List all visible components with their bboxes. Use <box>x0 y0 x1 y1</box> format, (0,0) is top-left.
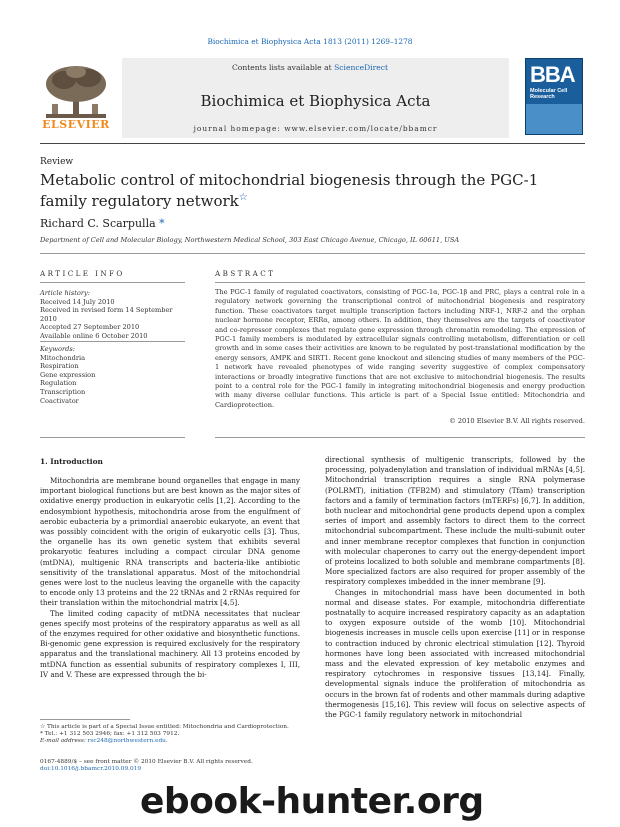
journal-homepage[interactable]: journal homepage: www.elsevier.com/locate/bbamcr <box>193 124 438 133</box>
footnote-rule <box>40 719 130 720</box>
title-footnote-mark[interactable]: ☆ <box>238 192 248 203</box>
author-footnote-mark[interactable]: * <box>159 217 165 230</box>
front-matter <box>40 759 440 773</box>
elsevier-wordmark: ELSEVIER <box>42 118 110 131</box>
email-label: E-mail address: <box>40 738 88 745</box>
keyword-item: Mitochondria <box>40 353 86 362</box>
journal-cover-image <box>525 58 583 135</box>
header-rule <box>40 143 585 144</box>
email-tail: . <box>165 738 168 745</box>
paragraph: Changes in mitochondrial mass have been documented in both normal and disease states. For example, mitochondria differentiate postnatally to acquire increased respiratory capacity as an adaptation to oxygen exposure outside of the womb [10]. Mitochondrial biogenesis increases in muscle cells upon exercise [11] or in response to contraction induced by chronic electrical stimulation [12]. Thyroid hormones have long been associated with increased mitochondrial mass and the elevated expression of key metabolic enzymes and respiratory cytochromes in responsive tissues [13,14]. Finally, developmental signals induce the proliferation of mitochondria as occurs in the brown fat of rodents and other mammals during adaptive thermogenesis [15,16]. This review will focus on selective aspects of the PGC-1 family regulatory network in mitochondrial <box>325 587 585 720</box>
article-info-rule <box>40 282 185 283</box>
history-item: Accepted 27 September 2010 <box>40 323 140 332</box>
keyword-item: Transcription <box>40 387 86 396</box>
footnote: ☆ This article is part of a Special Issue entitled: Mitochondria and Cardioprotection. <box>40 724 289 730</box>
journal-citation[interactable]: Biochimica et Biophysica Acta 1813 (2011) 1269–1278 <box>207 37 413 46</box>
history-item: Received in revised form 14 September 2010 <box>40 306 173 323</box>
keyword-item: Gene expression <box>40 370 96 379</box>
elsevier-tree-logo-icon <box>40 64 112 120</box>
issn-line: 0167-4889/$ – see front matter © 2010 Elsevier B.V. All rights reserved. <box>40 759 253 765</box>
history-item: Received 14 July 2010 <box>40 297 115 306</box>
history-item: Available online 6 October 2010 <box>40 331 148 340</box>
keywords <box>40 345 185 405</box>
journal-name: Biochimica et Biophysica Acta <box>200 92 431 110</box>
abstract-heading: ABSTRACT <box>215 269 276 278</box>
affiliation: Department of Cell and Molecular Biology, Northwestern Medical School, 303 East Chicago Avenue, Chicago, IL 60611, USA <box>40 236 460 244</box>
abstract-rule <box>215 282 585 283</box>
paragraph: Mitochondria are membrane bound organelles that engage in many important biological functions but are best known as the major sites of oxidative energy production in eukaryotic cells [1,2]. According to the endosymbiont hypothesis, mitochondria arose from the engulfment of aerobic eubacteria by a primordial anaerobic eukaryote, an event that was possibly coincident with the origin of eukaryotic cells [3]. Thus, the organelle has its own genetic system that exhibits several prokaryotic features including a compact circular DNA genome (mtDNA), multigenic RNA transcripts and bacteria-like antibiotic sensitivity of the translational apparatus. Most of the mitochondrial genes were lost to the nucleus leaving the organelle with the capacity to encode only 13 proteins and the 22 tRNAs and 2 rRNAs required for their translation within the mitochondrial matrix [4,5]. <box>40 476 300 608</box>
author-name: Richard C. Scarpulla <box>40 217 156 230</box>
history-label: Article history: <box>40 289 90 297</box>
footnote: * Tel.: +1 312 503 2946; fax: +1 312 503 7912. <box>40 731 180 738</box>
author-line <box>40 217 165 230</box>
abstract-text: The PGC-1 family of regulated coactivators, consisting of PGC-1α, PGC-1β and PRC, plays a central role in a regulatory network governing the transcriptional control of mitochondrial biogenesis and respiratory function. These coactivators target multiple transcription factors including NRF-1, NRF-2 and the orphan nuclear hormone receptor, ERRα, among others. In addition, they themselves are the targets of coactivator and co-repressor complexes that regulate gene expression through chromatin remodeling. The expression of PGC-1 family members is modulated by extracellular signals controlling metabolism, differentiation or cell growth and in some cases their activities are known to be regulated by post-translational modification by the energy sensors, AMPK and SIRT1. Recent gene knockout and silencing studies of many members of the PGC-1 network have revealed phenotypes of wide ranging severity suggestive of complex compensatory interactions or broadly integrative functions that are not exclusive to mitochondrial biogenesis. The results point to a central role for the PGC-1 family in integrating mitochondrial biogenesis and energy production with many diverse cellular functions. This article is part of a Special Issue entitled: Mitochondria and Cardioprotection. <box>215 288 585 409</box>
paragraph: The limited coding capacity of mtDNA necessitates that nuclear genes specify most proteins of the respiratory apparatus as well as all of the enzymes required for other oxidative and biosynthetic functions. Bi-genomic gene expression is required exclusively for the respiratory apparatus and the translational machinery. All 13 proteins encoded by mtDNA function as essential subunits of respiratory complexes I, III, IV and V. These are expressed through the bi- <box>40 608 300 679</box>
keyword-item: Regulation <box>40 379 77 388</box>
body-left-column <box>40 476 300 680</box>
cover-subtitle: Molecular Cell Research <box>530 88 568 100</box>
keywords-label: Keywords: <box>40 345 75 353</box>
body-right-column <box>325 455 585 720</box>
affiliation-rule <box>40 253 585 254</box>
footnotes <box>40 724 300 746</box>
article-title <box>40 171 540 210</box>
keyword-item: Respiration <box>40 362 79 371</box>
email-line <box>40 738 300 745</box>
article-history <box>40 289 185 341</box>
abstract-bottom-rule <box>215 437 585 438</box>
cover-band <box>526 104 583 135</box>
abstract-copyright: © 2010 Elsevier B.V. All rights reserved. <box>449 417 585 425</box>
email-link[interactable]: rsc248@northwestern.edu <box>87 738 166 745</box>
cover-title: BBA <box>530 62 575 87</box>
sciencedirect-link[interactable]: ScienceDirect <box>334 63 389 72</box>
contents-prefix: Contents lists available at <box>231 63 335 72</box>
keywords-rule <box>40 341 185 342</box>
doi-link[interactable]: doi:10.1016/j.bbamcr.2010.09.019 <box>40 766 142 773</box>
paragraph: directional synthesis of multigenic transcripts, followed by the processing, polyadenylation and translation of individual mRNAs [4,5]. Mitochondrial transcription requires a single RNA polymerase (POLRMT), initiation (TFB2M) and stimulatory (Tfam) transcription factors and a family of termination factors (mTERFs) [6,7]. In addition, both nuclear and mitochondrial gene products depend upon a complex series of import and assembly factors to direct them to the correct mitochondrial subcompartment. These include the multi-subunit outer and inner membrane receptor complexes that function in conjunction with molecular chaperones to carry out the energy-dependent import of proteins localized to both soluble and membrane compartments [8]. More specialized factors are also required for proper assembly of the respiratory complexes imbedded in the inner membrane [9]. <box>325 455 585 587</box>
watermark-text: ebook-hunter.org <box>140 781 484 822</box>
article-title-text: Metabolic control of mitochondrial biogenesis through the PGC-1 family regulatory network <box>40 171 539 210</box>
keyword-item: Coactivator <box>40 396 79 405</box>
article-type: Review <box>40 157 74 167</box>
info-bottom-rule <box>40 437 185 438</box>
article-info-heading: ARTICLE INFO <box>40 269 125 278</box>
section-heading: 1. Introduction <box>40 457 103 466</box>
